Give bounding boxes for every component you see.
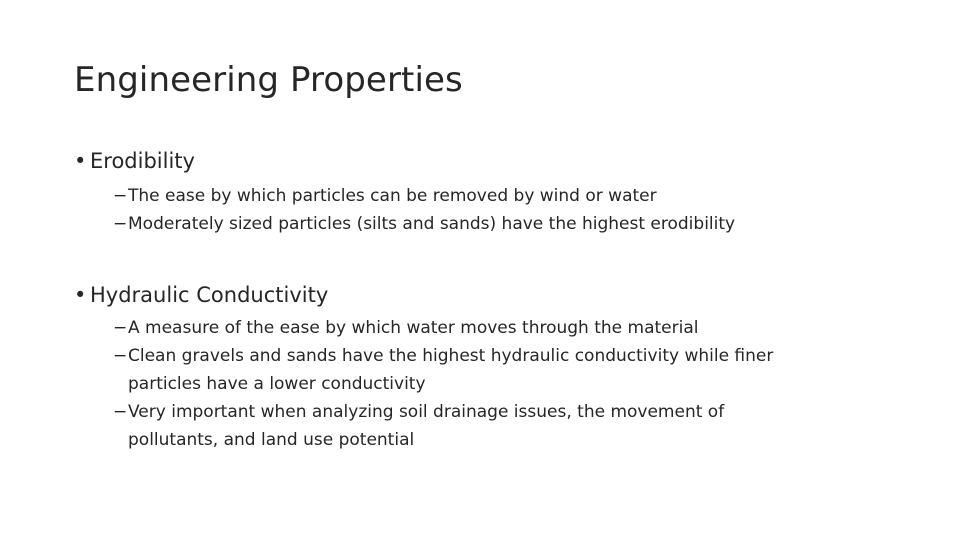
list-item-text: Clean gravels and sands have the highest hydraulic conductivity while finer — [128, 346, 774, 366]
dash-marker: − — [113, 346, 128, 366]
bullet-marker: • — [74, 149, 87, 173]
dash-marker: − — [113, 402, 128, 422]
list-item-text-continued: particles have a lower conductivity — [128, 374, 426, 394]
bullet-hydraulic-conductivity — [74, 280, 328, 310]
list-item — [113, 210, 873, 238]
hydraulic-conductivity-points — [113, 314, 873, 454]
list-item — [113, 182, 873, 210]
bullet-marker: • — [74, 283, 87, 307]
list-item — [113, 398, 873, 454]
list-item — [113, 314, 873, 342]
list-item-text: Very important when analyzing soil drainage issues, the movement of — [128, 402, 725, 422]
bullet-heading: Erodibility — [90, 149, 195, 173]
list-item-text: A measure of the ease by which water moves through the material — [128, 318, 699, 338]
bullet-heading: Hydraulic Conductivity — [90, 283, 329, 307]
dash-marker: − — [113, 214, 128, 234]
list-item-text: Moderately sized particles (silts and sands) have the highest erodibility — [128, 214, 736, 234]
bullet-erodibility — [74, 146, 195, 176]
list-item-text: The ease by which particles can be removed by wind or water — [128, 186, 657, 206]
list-item-text-continued: pollutants, and land use potential — [128, 430, 415, 450]
erodibility-points — [113, 182, 873, 238]
slide-title: Engineering Properties — [74, 60, 463, 100]
list-item — [113, 342, 873, 398]
dash-marker: − — [113, 186, 128, 206]
dash-marker: − — [113, 318, 128, 338]
